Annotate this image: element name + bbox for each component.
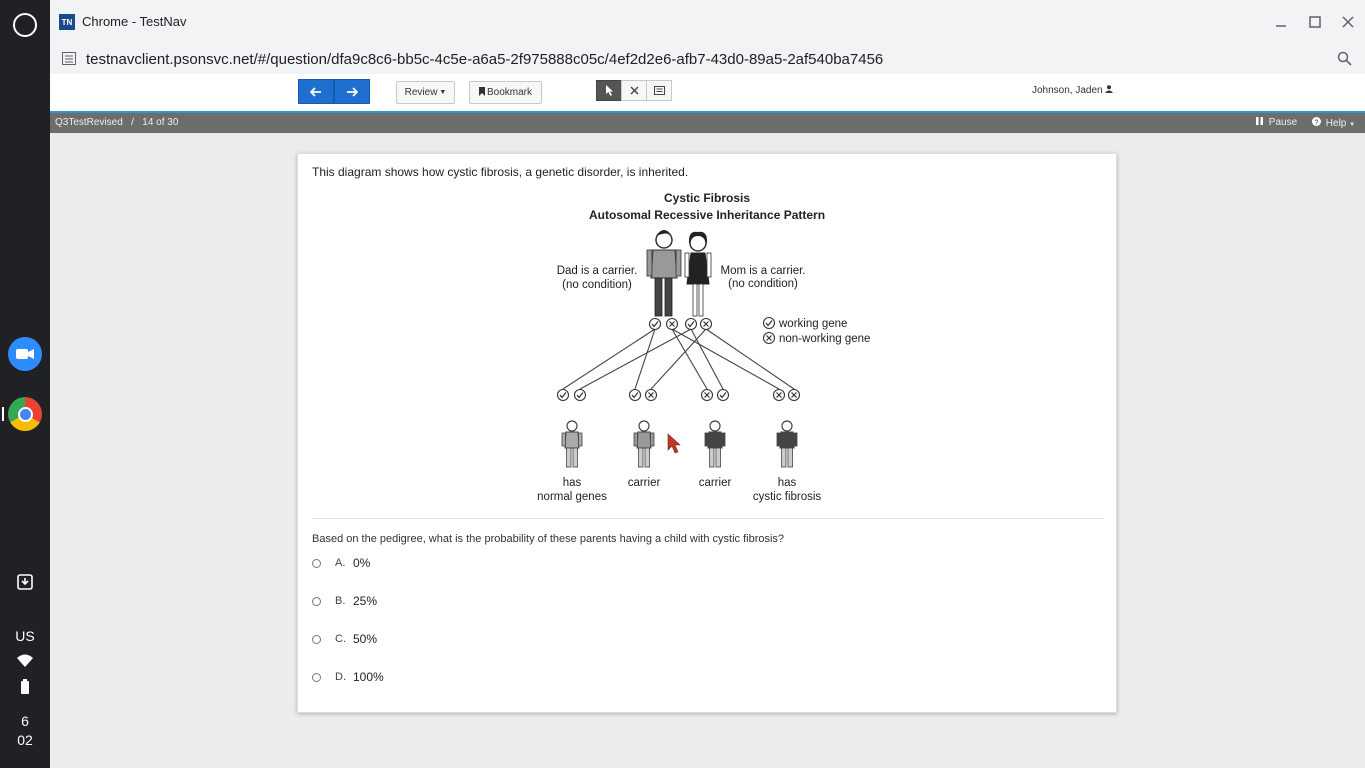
legend-check-icon bbox=[764, 318, 775, 329]
child4-figure bbox=[777, 421, 797, 467]
clock-hour: 6 bbox=[21, 713, 29, 729]
notepad-tool[interactable] bbox=[646, 80, 672, 101]
testnav-logo: TN bbox=[59, 14, 75, 30]
mom-label-line2: (no condition) bbox=[728, 278, 798, 290]
svg-text:?: ? bbox=[1314, 119, 1319, 126]
child3-gene1-icon bbox=[702, 390, 713, 401]
bookmark-icon bbox=[479, 87, 485, 99]
child3-figure bbox=[705, 421, 725, 467]
review-label: Review bbox=[404, 87, 438, 98]
active-app-indicator bbox=[2, 407, 4, 421]
caret-down-icon: ▼ bbox=[439, 89, 447, 96]
child1-label-line2: normal genes bbox=[537, 491, 607, 503]
child1-figure bbox=[562, 421, 582, 467]
dad-working-gene-icon bbox=[650, 319, 661, 330]
diagram-subtitle: Autosomal Recessive Inheritance Pattern bbox=[588, 208, 826, 222]
breadcrumb-separator: / bbox=[125, 117, 140, 128]
battery-icon[interactable] bbox=[0, 679, 50, 700]
choice-d-radio[interactable] bbox=[312, 673, 321, 682]
choice-a-radio[interactable] bbox=[312, 559, 321, 568]
legend-x-icon bbox=[764, 333, 775, 344]
page-info-icon[interactable] bbox=[62, 52, 76, 70]
stimulus-divider bbox=[312, 518, 1104, 519]
child4-label-line2: cystic fibrosis bbox=[752, 491, 822, 503]
address-bar bbox=[50, 44, 1365, 74]
dad-label-line2: (no condition) bbox=[562, 279, 632, 291]
question-progress: 14 of 30 bbox=[142, 117, 179, 128]
diagram-title: Cystic Fibrosis bbox=[663, 191, 751, 205]
child4-label-line1: has bbox=[777, 477, 797, 489]
dad-nonworking-gene-icon bbox=[667, 319, 678, 330]
help-button[interactable] bbox=[1312, 117, 1355, 129]
minimize-icon[interactable] bbox=[1271, 12, 1291, 32]
zoom-search-icon[interactable] bbox=[1337, 51, 1352, 71]
bookmark-label: Bookmark bbox=[486, 87, 532, 98]
wifi-icon[interactable] bbox=[0, 654, 50, 673]
child3-label: carrier bbox=[698, 477, 732, 489]
child3-gene2-icon bbox=[718, 390, 729, 401]
child4-gene1-icon bbox=[774, 390, 785, 401]
choice-b[interactable] bbox=[312, 590, 377, 612]
maximize-icon[interactable] bbox=[1305, 12, 1325, 32]
test-info-bar bbox=[50, 113, 1365, 133]
child1-gene2-icon bbox=[575, 390, 586, 401]
choice-c-text: 50% bbox=[353, 632, 378, 646]
caret-down-icon: ▼ bbox=[1349, 122, 1356, 128]
dad-label-line1: Dad is a carrier. bbox=[556, 265, 638, 277]
mom-label-line1: Mom is a carrier. bbox=[720, 265, 806, 277]
ime-indicator[interactable]: US bbox=[15, 628, 35, 644]
mouse-cursor-icon bbox=[668, 434, 680, 453]
legend-working-label: working gene bbox=[779, 318, 848, 330]
child1-label-line1: has bbox=[562, 477, 582, 489]
testnav-toolbar bbox=[50, 74, 1365, 111]
system-clock[interactable] bbox=[0, 712, 50, 750]
previous-button[interactable] bbox=[298, 79, 334, 104]
choice-c[interactable] bbox=[312, 628, 377, 650]
choice-c-radio[interactable] bbox=[312, 635, 321, 644]
pointer-tool[interactable] bbox=[596, 80, 622, 101]
dad-figure bbox=[647, 230, 681, 316]
child2-figure bbox=[634, 421, 654, 467]
bookmark-button[interactable] bbox=[469, 81, 542, 104]
question-prompt: Based on the pedigree, what is the probability of these parents having a child with cystic fibrosis? bbox=[312, 533, 785, 545]
choice-a[interactable] bbox=[312, 552, 370, 574]
window-titlebar bbox=[50, 0, 1365, 44]
choice-b-letter: B. bbox=[335, 595, 346, 607]
question-card bbox=[297, 153, 1117, 713]
close-icon[interactable] bbox=[1338, 12, 1358, 32]
answer-eliminator-tool[interactable] bbox=[621, 80, 647, 101]
test-breadcrumb bbox=[55, 117, 178, 128]
legend-nonworking-label: non-working gene bbox=[779, 333, 871, 345]
child4-gene2-icon bbox=[789, 390, 800, 401]
url-text[interactable]: testnavclient.psonsvc.net/#/question/dfa9c8c6-bb5c-4c5e-a6a5-2f975888c05c/4ef2d2e6-afb7-43d0-89a5-2af540ba7456 bbox=[86, 51, 884, 68]
inheritance-lines bbox=[563, 329, 794, 389]
choice-a-text: 0% bbox=[353, 556, 371, 570]
help-icon bbox=[1312, 118, 1324, 129]
choice-a-letter: A. bbox=[335, 557, 346, 569]
launcher-button[interactable] bbox=[13, 13, 37, 37]
pause-icon bbox=[1256, 117, 1266, 128]
child2-gene1-icon bbox=[630, 390, 641, 401]
child2-gene2-icon bbox=[646, 390, 657, 401]
next-button[interactable] bbox=[334, 79, 370, 104]
choice-b-text: 25% bbox=[353, 594, 378, 608]
help-label: Help bbox=[1325, 118, 1347, 129]
stimulus-text: This diagram shows how cystic fibrosis, a genetic disorder, is inherited. bbox=[312, 165, 689, 179]
inheritance-diagram bbox=[298, 154, 1118, 514]
choice-d-letter: D. bbox=[335, 671, 346, 683]
child1-gene1-icon bbox=[558, 390, 569, 401]
os-shelf bbox=[0, 0, 50, 768]
user-name-label: Johnson, Jaden bbox=[1032, 85, 1103, 96]
choice-c-letter: C. bbox=[335, 633, 346, 645]
window-title: Chrome - TestNav bbox=[82, 14, 187, 29]
pause-button[interactable] bbox=[1256, 117, 1297, 128]
choice-b-radio[interactable] bbox=[312, 597, 321, 606]
screen-capture-icon[interactable] bbox=[0, 572, 50, 597]
review-button[interactable] bbox=[396, 81, 455, 104]
choice-d-text: 100% bbox=[353, 670, 384, 684]
pause-label: Pause bbox=[1268, 117, 1298, 128]
user-name[interactable] bbox=[1032, 85, 1113, 96]
mom-figure bbox=[685, 232, 711, 316]
choice-d[interactable] bbox=[312, 666, 384, 688]
chrome-app-icon[interactable] bbox=[8, 397, 42, 431]
zoom-app-icon[interactable] bbox=[8, 337, 42, 371]
mom-nonworking-gene-icon bbox=[701, 319, 712, 330]
test-name: Q3TestRevised bbox=[55, 117, 123, 128]
clock-minute: 02 bbox=[17, 732, 33, 748]
mom-working-gene-icon bbox=[686, 319, 697, 330]
user-icon bbox=[1105, 85, 1113, 96]
child2-label: carrier bbox=[627, 477, 661, 489]
